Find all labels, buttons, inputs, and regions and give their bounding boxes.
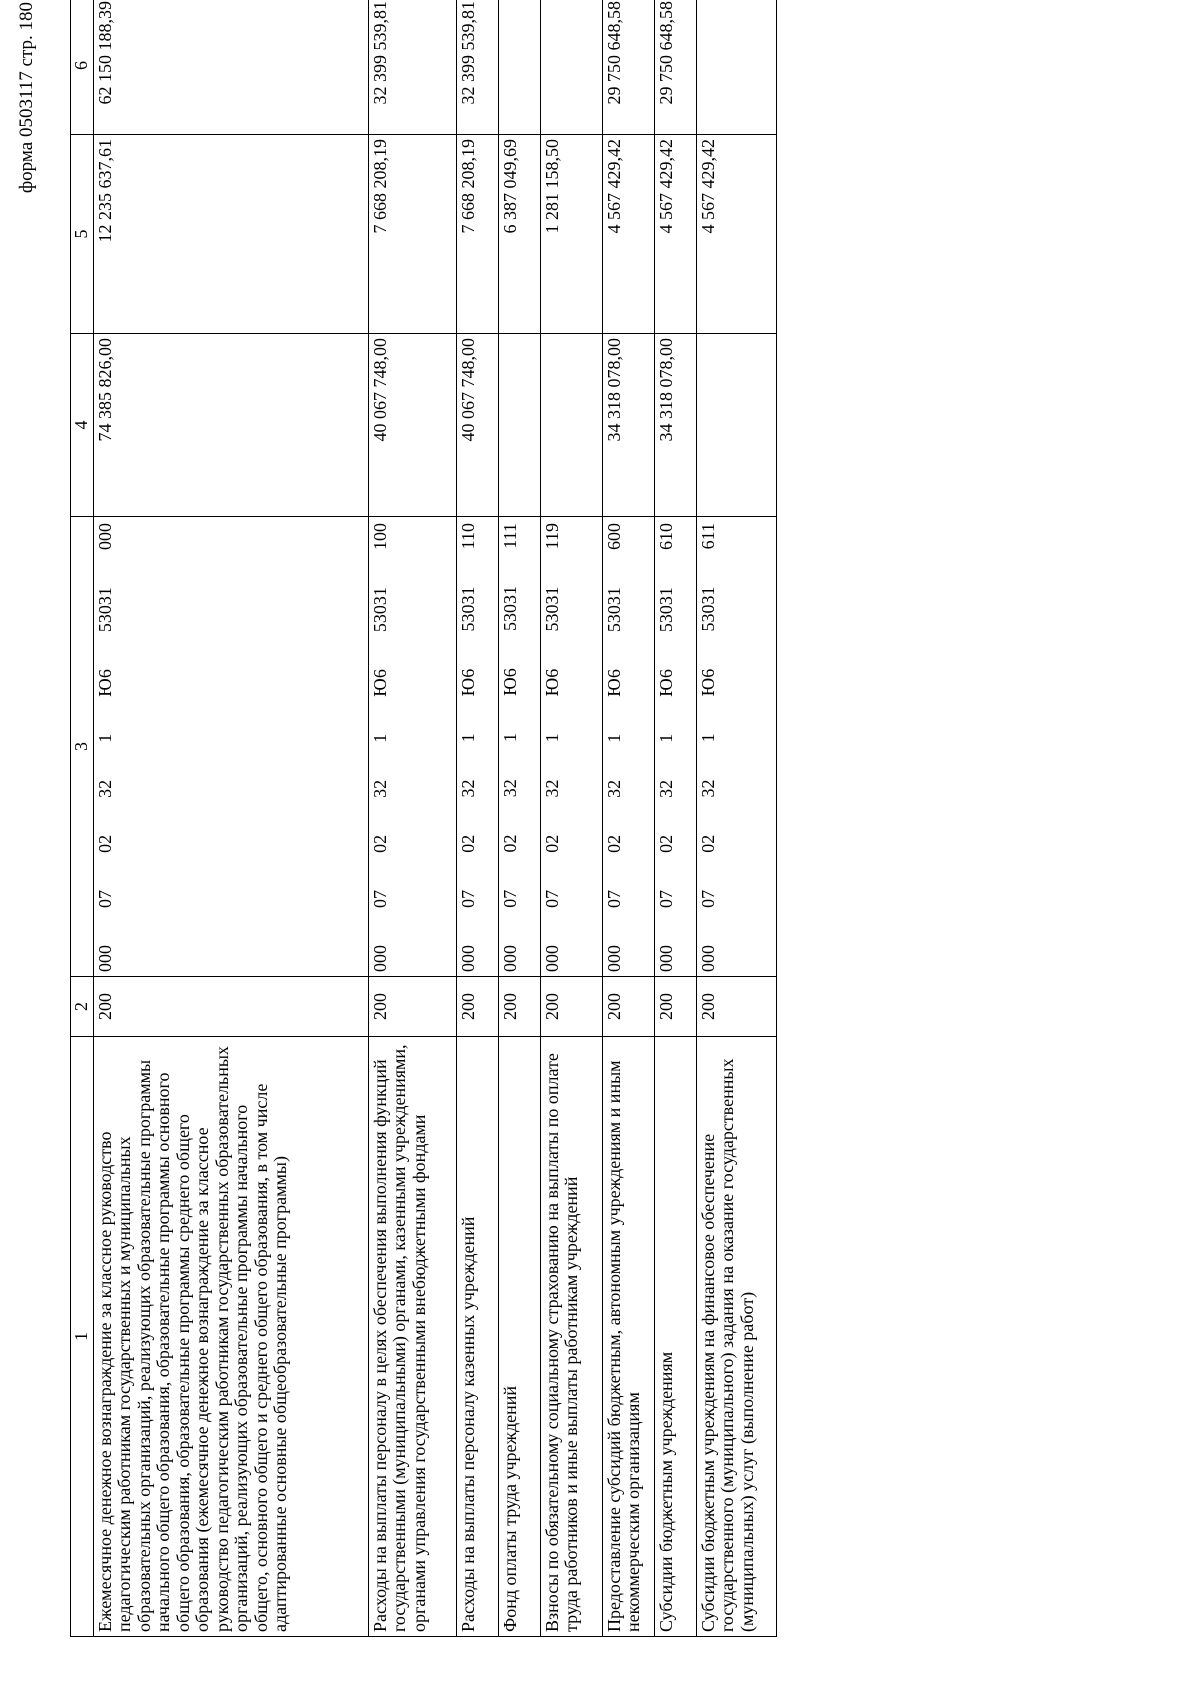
table-row <box>369 0 457 1637</box>
code-part: 000 <box>500 945 520 972</box>
code-part: 32 <box>542 779 562 798</box>
budget-table <box>70 0 777 1637</box>
code-part: Ю6 <box>500 668 520 696</box>
code-part: Ю6 <box>542 668 562 697</box>
code-part: 02 <box>542 834 562 853</box>
code-part: 000 <box>458 945 478 972</box>
code-part: 32 <box>656 779 676 798</box>
code-part: 02 <box>500 834 520 853</box>
code-part: 07 <box>698 889 718 908</box>
column-header: 1 <box>71 1037 94 1637</box>
code-part: 53031 <box>656 587 676 633</box>
row-classification-code <box>499 517 541 977</box>
code-parts <box>699 521 718 972</box>
row-unexecuted-amount <box>697 0 777 135</box>
code-part: 53031 <box>95 587 115 633</box>
row-name: Фонд оплаты труда учреждений <box>499 1037 541 1637</box>
row-executed-amount: 12 235 637,61 <box>94 135 369 334</box>
row-name: Предоставление субсидий бюджетным, автономным учреждениям и иным некоммерческим организациям <box>603 1037 655 1637</box>
code-part: 100 <box>370 523 390 551</box>
code-part: 119 <box>542 523 562 550</box>
row-executed-amount: 6 387 049,69 <box>499 135 541 334</box>
code-part: Ю6 <box>458 668 478 697</box>
column-header: 3 <box>71 517 94 977</box>
row-unexecuted-amount: 62 150 188,39 <box>94 0 369 135</box>
column-header: 5 <box>71 135 94 334</box>
code-parts <box>543 521 562 972</box>
row-approved-amount: 40 067 748,00 <box>369 334 457 517</box>
code-part: 07 <box>542 889 562 908</box>
code-part: 1 <box>95 733 115 743</box>
code-part: 07 <box>604 889 624 908</box>
code-parts <box>459 521 478 972</box>
row-classification-code <box>603 517 655 977</box>
code-part: 600 <box>604 523 624 551</box>
row-approved-amount: 74 385 826,00 <box>94 334 369 517</box>
code-parts <box>501 521 520 972</box>
code-part: 32 <box>458 779 478 798</box>
row-unexecuted-amount: 32 399 539,81 <box>369 0 457 135</box>
code-part: 000 <box>656 945 676 972</box>
row-executed-amount: 7 668 208,19 <box>369 135 457 334</box>
form-label: форма 0503117 стр. 180 <box>16 2 37 194</box>
table-row <box>603 0 655 1637</box>
code-part: 53031 <box>458 586 478 632</box>
code-part: 1 <box>542 733 562 743</box>
code-part: 610 <box>656 523 676 551</box>
code-part: 000 <box>542 945 562 972</box>
code-part: 53031 <box>604 587 624 633</box>
row-approved-amount <box>499 334 541 517</box>
column-header: 6 <box>71 0 94 135</box>
code-part: 02 <box>458 834 478 853</box>
row-classification-code <box>697 517 777 977</box>
code-part: Ю6 <box>698 668 718 697</box>
code-part: 07 <box>500 889 520 908</box>
code-part: 32 <box>604 779 624 798</box>
code-part: 32 <box>500 779 520 798</box>
row-approved-amount: 40 067 748,00 <box>457 334 499 517</box>
code-parts <box>96 521 115 972</box>
row-executed-amount: 4 567 429,42 <box>655 135 697 334</box>
row-line-code: 200 <box>499 977 541 1037</box>
row-line-code: 200 <box>603 977 655 1037</box>
code-part: 02 <box>698 834 718 853</box>
table-header-row <box>71 0 94 1637</box>
row-approved-amount: 34 318 078,00 <box>603 334 655 517</box>
row-line-code: 200 <box>655 977 697 1037</box>
row-unexecuted-amount: 29 750 648,58 <box>655 0 697 135</box>
row-name: Субсидии бюджетным учреждениям <box>655 1037 697 1637</box>
column-header: 4 <box>71 334 94 517</box>
code-part: Ю6 <box>95 669 115 697</box>
code-part: Ю6 <box>656 669 676 697</box>
code-part: 07 <box>370 889 390 908</box>
row-approved-amount <box>541 334 603 517</box>
code-part: 000 <box>95 523 115 551</box>
row-approved-amount: 34 318 078,00 <box>655 334 697 517</box>
row-unexecuted-amount <box>541 0 603 135</box>
code-part: 02 <box>656 834 676 853</box>
code-part: 02 <box>95 834 115 853</box>
row-line-code: 200 <box>541 977 603 1037</box>
row-executed-amount: 4 567 429,42 <box>697 135 777 334</box>
code-part: 111 <box>500 523 520 549</box>
row-line-code: 200 <box>94 977 369 1037</box>
code-parts <box>657 521 676 972</box>
code-part: 1 <box>500 733 520 742</box>
column-header: 2 <box>71 977 94 1037</box>
row-classification-code <box>369 517 457 977</box>
code-part: 53031 <box>500 585 520 631</box>
code-part: 1 <box>458 733 478 743</box>
code-part: 07 <box>656 889 676 908</box>
row-unexecuted-amount: 29 750 648,58 <box>603 0 655 135</box>
code-part: 53031 <box>370 587 390 633</box>
code-part: 000 <box>370 945 390 972</box>
code-part: 1 <box>698 733 718 743</box>
code-part: 07 <box>95 889 115 908</box>
code-part: 611 <box>698 523 718 550</box>
code-part: 1 <box>656 733 676 743</box>
row-name: Взносы по обязательному социальному страхованию на выплаты по оплате труда работников и иные выплаты работникам учреждений <box>541 1037 603 1637</box>
row-approved-amount <box>697 334 777 517</box>
code-part: 000 <box>95 945 115 972</box>
row-classification-code <box>94 517 369 977</box>
row-line-code: 200 <box>697 977 777 1037</box>
code-part: 02 <box>370 834 390 853</box>
code-part: 32 <box>95 779 115 798</box>
table-row <box>655 0 697 1637</box>
code-parts <box>371 521 390 972</box>
row-executed-amount: 7 668 208,19 <box>457 135 499 334</box>
table-row <box>499 0 541 1637</box>
row-executed-amount: 4 567 429,42 <box>603 135 655 334</box>
row-line-code: 200 <box>457 977 499 1037</box>
table-row <box>697 0 777 1637</box>
code-part: 1 <box>604 733 624 743</box>
code-part: 000 <box>604 945 624 972</box>
row-classification-code <box>541 517 603 977</box>
row-name: Расходы на выплаты персоналу казенных учреждений <box>457 1037 499 1637</box>
code-part: 02 <box>604 834 624 853</box>
code-part: 53031 <box>542 586 562 632</box>
code-part: 07 <box>458 889 478 908</box>
row-name: Субсидии бюджетным учреждениям на финансовое обеспечение государственного (муниципального) задания на оказание государственных (муниципальных) услуг (выполнение работ) <box>697 1037 777 1637</box>
row-name: Расходы на выплаты персоналу в целях обеспечения выполнения функций государственными (муниципальными) органами, казенными учреждениями, органами управления государственными внебюджетными фондами <box>369 1037 457 1637</box>
row-classification-code <box>457 517 499 977</box>
row-classification-code <box>655 517 697 977</box>
table-row <box>94 0 369 1637</box>
code-part: 110 <box>458 523 478 550</box>
code-part: 32 <box>698 779 718 798</box>
code-part: 53031 <box>698 586 718 632</box>
row-line-code: 200 <box>369 977 457 1037</box>
code-part: Ю6 <box>370 669 390 697</box>
table-row <box>457 0 499 1637</box>
code-part: 1 <box>370 733 390 743</box>
code-part: 32 <box>370 779 390 798</box>
code-part: 000 <box>698 945 718 972</box>
row-executed-amount: 1 281 158,50 <box>541 135 603 334</box>
row-unexecuted-amount: 32 399 539,81 <box>457 0 499 135</box>
code-part: Ю6 <box>604 669 624 697</box>
code-parts <box>605 521 624 972</box>
row-name: Ежемесячное денежное вознаграждение за классное руководство педагогическим работникам государственных и муниципальных образовательных организаций, реализующих образовательные программы начального общего образования, образовательные программы основного общего образования, образовательные программы среднего общего образования (ежемесячное денежное вознаграждение за классное руководство педагогическим работникам государственных образовательных организаций, реализующих образовательные программы начального общего, основного общего и среднего общего образования, в том числе адаптированные основные общеобразовательные программы) <box>94 1037 369 1637</box>
table-row <box>541 0 603 1637</box>
row-unexecuted-amount <box>499 0 541 135</box>
